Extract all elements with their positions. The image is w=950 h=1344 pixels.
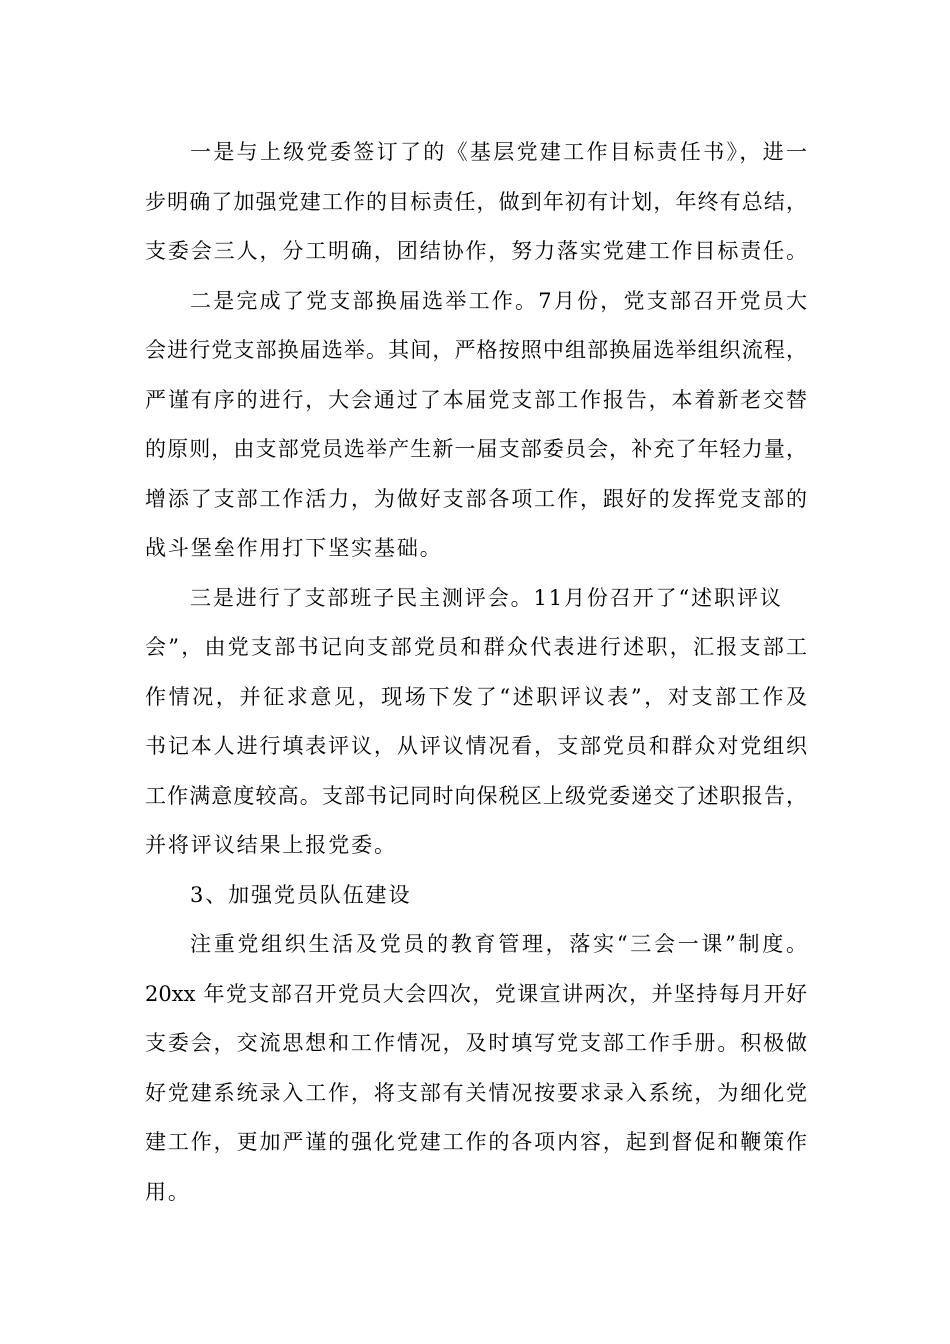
paragraph-4-line-5: 建工作，更加严谨的强化党建工作的各项内容，起到督促和鞭策作	[145, 1130, 807, 1154]
paragraph-4-line-6: 用。	[145, 1180, 191, 1204]
paragraph-1-line-3: 支委会三人，分工明确，团结协作，努力落实党建工作目标责任。	[145, 239, 807, 263]
paragraph-3-line-3: 作情况，并征求意见，现场下发了“述职评议表”，对支部工作及	[145, 685, 807, 709]
paragraph-2-line-6: 战斗堡垒作用打下坚实基础。	[145, 536, 443, 560]
paragraph-1-line-1: 一是与上级党委签订了的《基层党建工作目标责任书》，进一	[190, 140, 807, 164]
paragraph-3-line-6: 并将评议结果上报党委。	[145, 833, 397, 857]
paragraph-4-line-2: 20xx 年党支部召开党员大会四次，党课宣讲两次，并坚持每月开好	[145, 982, 807, 1006]
paragraph-4-line-1: 注重党组织生活及党员的教育管理，落实“三会一课”制度。	[190, 932, 807, 956]
paragraph-3-line-2: 会”，由党支部书记向支部党员和群众代表进行述职，汇报支部工	[145, 635, 807, 659]
paragraph-2-line-3: 严谨有序的进行，大会通过了本届党支部工作报告，本着新老交替	[145, 388, 807, 412]
paragraph-3-line-4: 书记本人进行填表评议，从评议情况看，支部党员和群众对党组织	[145, 734, 807, 758]
paragraph-3-line-1: 三是进行了支部班子民主测评会。11月份召开了“述职评议	[190, 586, 783, 610]
paragraph-2-line-1: 二是完成了党支部换届选举工作。7月份，党支部召开党员大	[190, 289, 807, 313]
section-heading: 3、加强党员队伍建设	[190, 883, 412, 907]
paragraph-4-line-4: 好党建系统录入工作，将支部有关情况按要求录入系统，为细化党	[145, 1081, 807, 1105]
paragraph-2-line-4: 的原则，由支部党员选举产生新一届支部委员会，补充了年轻力量，	[145, 437, 807, 461]
paragraph-1-line-2: 步明确了加强党建工作的目标责任，做到年初有计划，年终有总结，	[145, 190, 807, 214]
paragraph-4-line-3: 支委会，交流思想和工作情况，及时填写党支部工作手册。积极做	[145, 1031, 807, 1055]
paragraph-3-line-5: 工作满意度较高。支部书记同时向保税区上级党委递交了述职报告，	[145, 784, 807, 808]
paragraph-2-line-2: 会进行党支部换届选举。其间，严格按照中组部换届选举组织流程，	[145, 338, 807, 362]
paragraph-2-line-5: 增添了支部工作活力，为做好支部各项工作，跟好的发挥党支部的	[145, 487, 807, 511]
